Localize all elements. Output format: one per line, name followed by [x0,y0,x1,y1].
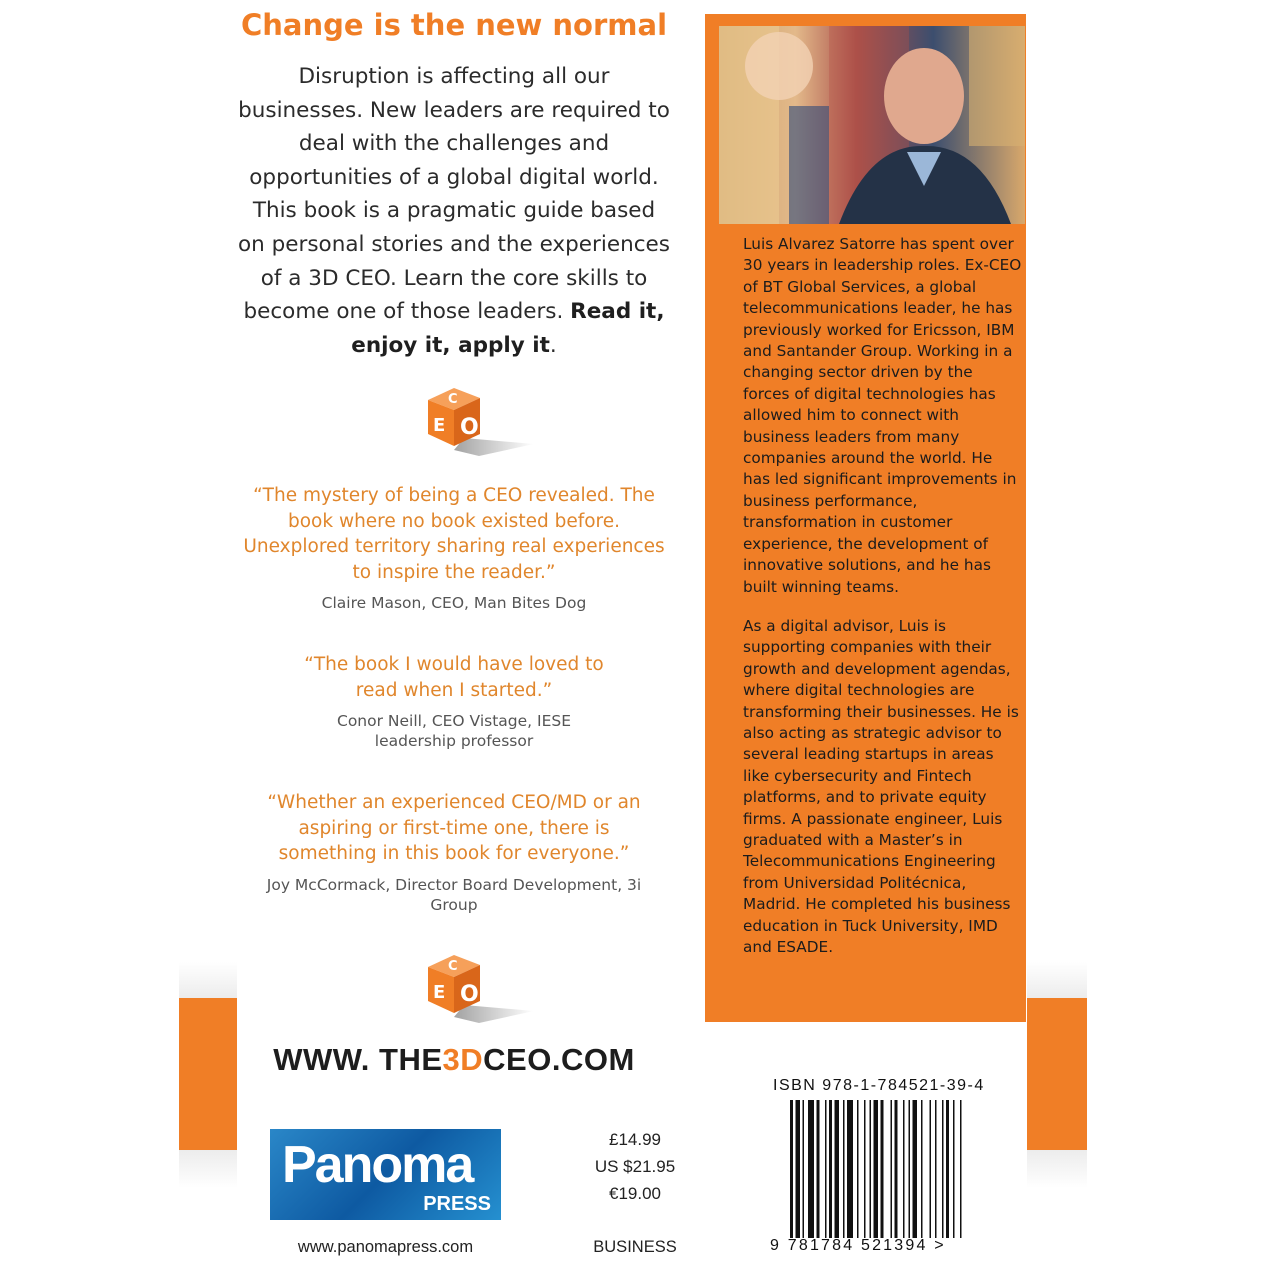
isbn-label: ISBN 978-1-784521-39-4 [773,1077,985,1094]
publisher-logo [270,1129,501,1220]
right-accent-band [1027,962,1087,1188]
testimonial-quote: “Whether an experienced CEO/MD or an aspiring or first-time one, there is something in this book for everyone.” [267,792,641,864]
author-bio-paragraph-1: Luis Alvarez Satorre has spent over 30 years in leadership roles. Ex-CEO of BT Global Services, a global telecommunications leader, he has previously worked for Ericsson, IBM and Santander Group. Working in a changing sector driven by the forces of digital technologies has allowed him to connect with business leaders from many companies around the world. He has led significant improvements in business performance, transformation in customer experience, the development of innovative solutions, and he has built winning teams. [743,235,1022,596]
testimonial-attribution: Conor Neill, CEO Vistage, IESE leadership professor [337,712,572,750]
testimonial-quote: “The mystery of being a CEO revealed. The book where no book existed before. Unexplored territory sharing real experiences to inspire the reader.” [243,485,665,583]
price-list [580,1126,690,1207]
left-accent-band [179,962,237,1188]
author-portrait-image [719,26,1025,224]
price-gbp: £14.99 [609,1130,661,1149]
author-column [705,14,1026,1022]
price-usd: US $21.95 [594,1157,676,1176]
website-url[interactable]: WWW. THE3DCEO.COM [273,1042,635,1077]
intro-emphasis: Read it, enjoy it, apply it [351,299,665,358]
testimonial-2 [237,652,671,751]
svg-text:O: O [460,415,479,440]
publisher-logo-word: Panoma [282,1136,473,1194]
intro-text: Disruption is affecting all our businesses. New leaders are required to deal with the challenges and opportunities of a global digital world. This book is a pragmatic guide based on personal stories and the experiences of a 3D CEO. Learn the core skills to become one of those leaders. [238,64,670,325]
price-eur: €19.00 [609,1184,661,1203]
svg-text:C: C [448,392,458,407]
3d-ceo-cube-icon [424,386,534,456]
svg-text:E: E [433,415,446,436]
testimonial-3 [237,790,671,915]
testimonial-1 [237,483,671,613]
headline: Change is the new normal [240,8,668,42]
testimonial-attribution: Claire Mason, CEO, Man Bites Dog [321,594,587,612]
intro-blurb: Disruption is affecting all our businesses. New leaders are required to deal with the challenges and opportunities of a global digital world. This book is a pragmatic guide based on personal stories and the experiences of a 3D CEO. Learn the core skills to become one of those leaders. Read it, enjoy it, apply it. [238,64,670,358]
publisher-url[interactable]: www.panomapress.com [297,1238,474,1256]
book-category: BUSINESS [593,1238,677,1256]
testimonial-attribution: Joy McCormack, Director Board Development, 3i Group [266,875,642,914]
author-bio [743,234,1023,976]
author-bio-paragraph-2: As a digital advisor, Luis is supporting companies with their growth and development agendas, where digital technologies are transforming their businesses. He is also acting as strategic advisor to several leading startups in areas like cybersecurity and Fintech platforms, and to private equity firms. A passionate engineer, Luis graduated with a Master’s in Telecommunications Engineering from Universidad Politécnica, Madrid. He completed his business education in Tuck University, IMD and ESADE. [743,616,1019,956]
svg-text:C: C [448,959,458,974]
barcode-digits: 9 781784 521394 > [770,1237,946,1254]
publisher-logo-sub: PRESS [423,1193,491,1215]
testimonial-quote: “The book I would have loved to read when I started.” [304,654,604,701]
svg-text:E: E [433,982,446,1003]
3d-ceo-cube-icon [424,953,534,1023]
svg-text:O: O [460,982,479,1007]
isbn-barcode [790,1100,980,1238]
